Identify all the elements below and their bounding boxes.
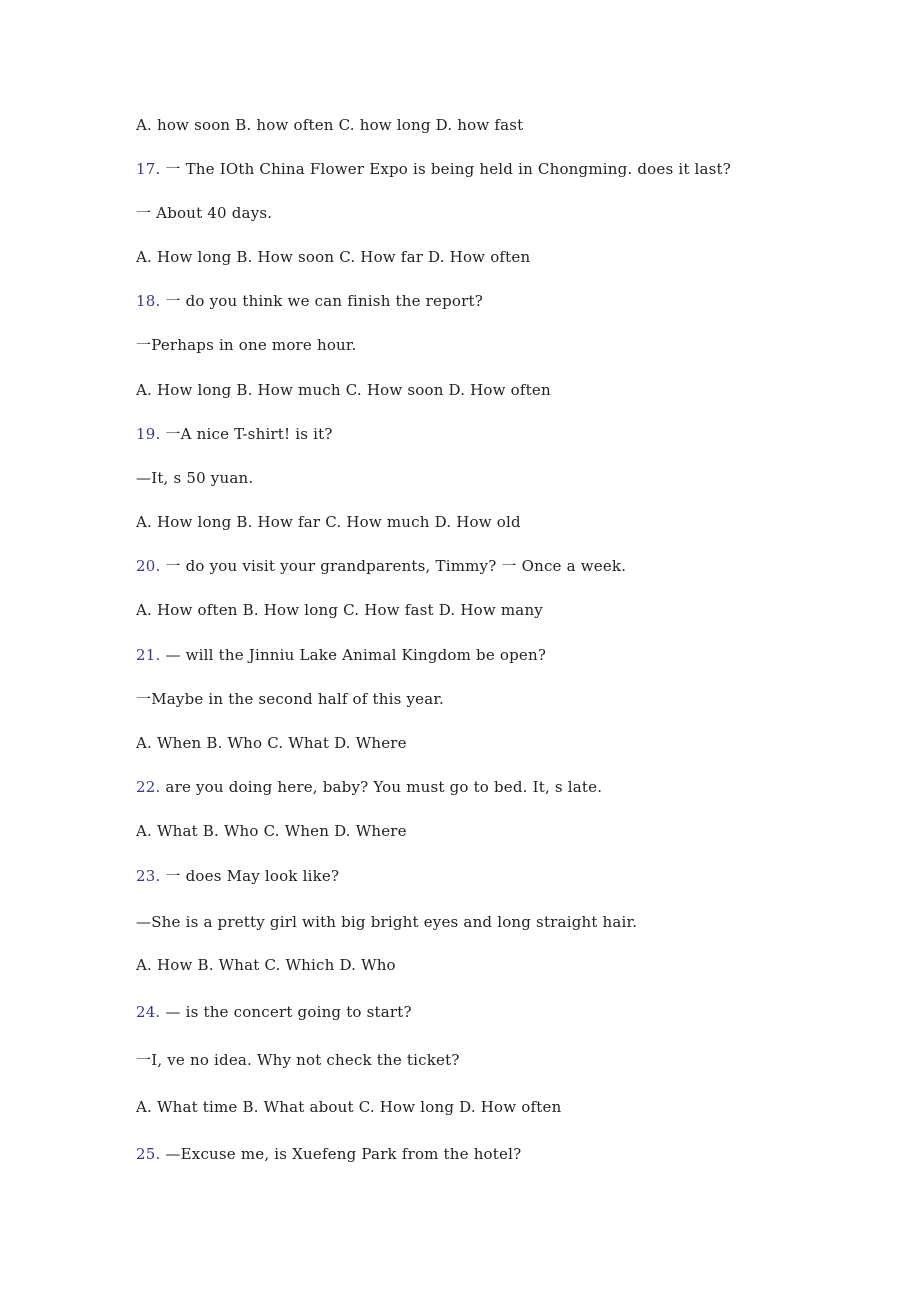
answer-options-line: A. How long B. How soon C. How far D. How often [136, 248, 531, 266]
question-number: 22. [136, 778, 161, 796]
question-17-line: 17. 一 The IOth China Flower Expo is being held in Chongming. does it last? [136, 160, 732, 178]
question-24-line: 24. — is the concert going to start? [136, 1003, 412, 1021]
question-23-line: 23. 一 does May look like? [136, 867, 340, 885]
answer-options-line: A. How long B. How far C. How much D. How old [136, 513, 521, 531]
question-number: 24. [136, 1003, 161, 1021]
answer-options-line: A. how soon B. how often C. how long D. how fast [136, 116, 524, 134]
answer-options-line: A. How long B. How much C. How soon D. How often [136, 381, 551, 399]
dialogue-line: 一Perhaps in one more hour. [136, 336, 357, 354]
question-number: 18. [136, 292, 161, 310]
dialogue-line: —It, s 50 yuan. [136, 469, 254, 487]
dialogue-line: 一I, ve no idea. Why not check the ticket? [136, 1051, 460, 1069]
answer-options-line: A. What time B. What about C. How long D. How often [136, 1098, 562, 1116]
question-25-line: 25. —Excuse me, is Xuefeng Park from the hotel? [136, 1145, 522, 1163]
question-number: 23. [136, 867, 161, 885]
question-20-line: 20. 一 do you visit your grandparents, Timmy? 一 Once a week. [136, 557, 627, 575]
question-number: 19. [136, 425, 161, 443]
dialogue-line: 一 About 40 days. [136, 204, 273, 222]
dialogue-line: —She is a pretty girl with big bright eyes and long straight hair. [136, 913, 638, 931]
question-22-line: 22. are you doing here, baby? You must go to bed. It, s late. [136, 778, 603, 796]
question-19-line: 19. 一A nice T-shirt! is it? [136, 425, 333, 443]
question-18-line: 18. 一 do you think we can finish the report? [136, 292, 483, 310]
question-number: 25. [136, 1145, 161, 1163]
question-number: 21. [136, 646, 161, 664]
answer-options-line: A. When B. Who C. What D. Where [136, 734, 407, 752]
question-number: 20. [136, 557, 161, 575]
question-21-line: 21. — will the Jinniu Lake Animal Kingdom be open? [136, 646, 547, 664]
dialogue-line: 一Maybe in the second half of this year. [136, 690, 445, 708]
answer-options-line: A. How often B. How long C. How fast D. How many [136, 601, 543, 619]
answer-options-line: A. What B. Who C. When D. Where [136, 822, 407, 840]
question-number: 17. [136, 160, 161, 178]
answer-options-line: A. How B. What C. Which D. Who [136, 956, 396, 974]
